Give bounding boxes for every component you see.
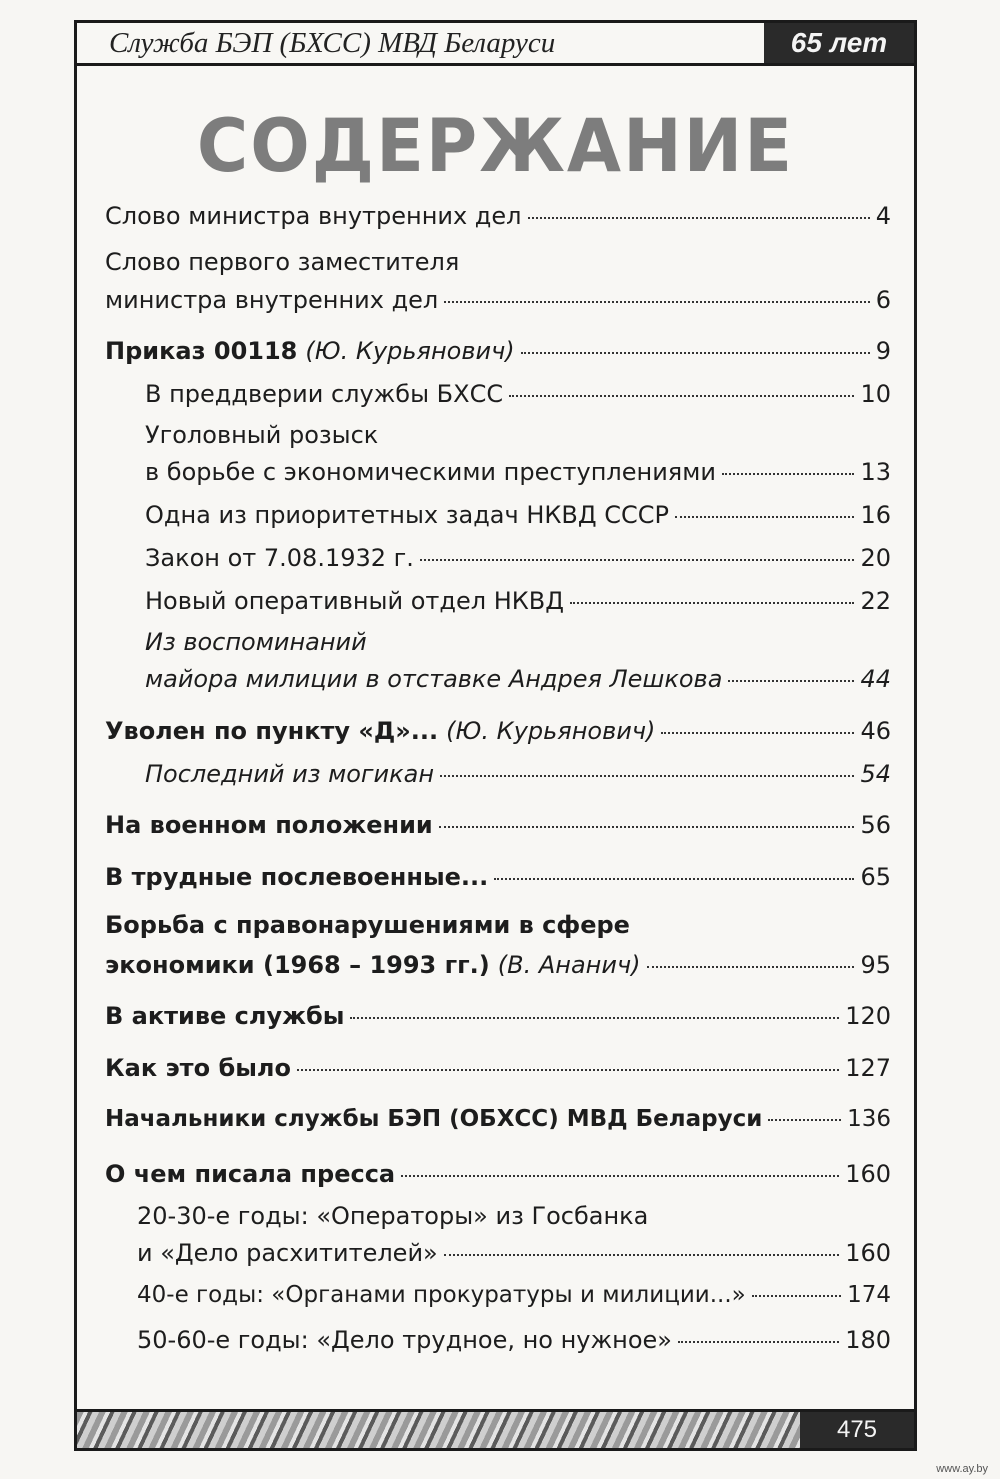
toc-entry-title: 50-60-е годы: «Дело трудное, но нужное» (137, 1326, 672, 1354)
toc-subentry (145, 544, 891, 572)
toc-entry-title-line: Уголовный розыск (145, 421, 379, 449)
toc-subentry (137, 1239, 891, 1267)
toc-entry-title: и «Дело расхитителей» (137, 1239, 438, 1267)
dot-leader (752, 1295, 841, 1297)
toc-page-number: 65 (860, 863, 891, 891)
page-footer (77, 1409, 914, 1448)
toc-page-number: 56 (860, 811, 891, 839)
toc-page-number: 95 (860, 951, 891, 979)
toc-subentry (137, 1282, 891, 1308)
toc-page-number: 6 (875, 286, 891, 314)
toc-page-number: 20 (860, 544, 891, 572)
folio-page-number: 475 (800, 1412, 914, 1448)
toc-entry-title: министра внутренних дел (105, 286, 439, 314)
page-frame (74, 20, 917, 1451)
dot-leader (661, 732, 854, 734)
dot-leader (675, 516, 854, 518)
toc-entry (105, 1002, 891, 1030)
page-title: СОДЕРЖАНИЕ (196, 102, 795, 190)
dot-leader (678, 1341, 839, 1343)
toc-entry-author: (Ю. Курьянович) (305, 337, 515, 365)
toc-subentry (145, 760, 891, 788)
toc-subentry (145, 380, 891, 408)
toc-page-number: 22 (860, 587, 891, 615)
toc-subentry (137, 1326, 891, 1354)
toc-subentry (145, 665, 891, 693)
toc-entry (105, 1054, 891, 1082)
toc-entry (105, 1106, 891, 1132)
toc-entry-title: 40-е годы: «Органами прокуратуры и милиции...» (137, 1282, 746, 1308)
toc-page-number: 136 (847, 1106, 891, 1132)
toc-page-number: 54 (860, 760, 891, 788)
toc-page-number: 160 (845, 1239, 891, 1267)
toc-entry-title: Начальники службы БЭП (ОБХСС) МВД Беларуси (105, 1106, 763, 1132)
toc-page-number: 160 (845, 1160, 891, 1188)
toc-entry-title: О чем писала пресса (105, 1160, 396, 1188)
toc-entry-title: Приказ 00118 (105, 337, 298, 365)
dot-leader (420, 559, 855, 561)
toc-page-number: 4 (875, 202, 891, 230)
decorative-ornament (77, 1412, 803, 1448)
toc-entry-title: Новый оперативный отдел НКВД (145, 587, 565, 615)
toc-entry (105, 951, 891, 979)
toc-page-number: 120 (845, 1002, 891, 1030)
dot-leader (439, 826, 855, 828)
toc-page-number: 10 (860, 380, 891, 408)
dot-leader (647, 966, 855, 968)
toc-page-number: 16 (860, 501, 891, 529)
toc-entry-title: майора милиции в отставке Андрея Лешкова (145, 665, 723, 693)
toc-entry-title: Закон от 7.08.1932 г. (145, 544, 414, 572)
toc-entry-title: В преддверии службы БХСС (145, 380, 504, 408)
toc-entry-title: Уволен по пункту «Д»... (105, 717, 439, 745)
toc-entry-title: На военном положении (105, 811, 433, 839)
toc-entry (105, 863, 891, 891)
toc-entry-title: В активе службы (105, 1002, 345, 1030)
dot-leader (509, 395, 854, 397)
toc-entry-title-line: Борьба с правонарушениями в сфере (105, 911, 630, 939)
toc-entry-title: в борьбе с экономическими преступлениями (145, 458, 716, 486)
dot-leader (440, 775, 854, 777)
toc-subentry (145, 458, 891, 486)
dot-leader (350, 1017, 839, 1019)
toc-entry (105, 1160, 891, 1188)
toc-entry (105, 337, 891, 365)
dot-leader (401, 1175, 839, 1177)
toc-entry-title-line: Из воспоминаний (145, 628, 367, 656)
toc-entry (105, 202, 891, 230)
toc-entry-author: (В. Ананич) (497, 951, 641, 979)
toc-page-number: 174 (847, 1282, 891, 1308)
dot-leader (528, 217, 870, 219)
toc-entry-title-line: 20-30-е годы: «Операторы» из Госбанка (137, 1202, 649, 1230)
toc-entry (105, 811, 891, 839)
anniversary-badge: 65 лет (764, 23, 914, 63)
toc-page-number: 44 (860, 665, 891, 693)
dot-leader (728, 680, 854, 682)
dot-leader (494, 878, 854, 880)
toc-page-number: 180 (845, 1326, 891, 1354)
toc-entry-title: Слово министра внутренних дел (105, 202, 522, 230)
toc-entry-author: (Ю. Курьянович) (446, 717, 656, 745)
dot-leader (768, 1119, 841, 1121)
dot-leader (722, 473, 855, 475)
toc-page-number: 127 (845, 1054, 891, 1082)
toc-entry-title: Как это было (105, 1054, 291, 1082)
dot-leader (297, 1069, 839, 1071)
toc-page-number: 13 (860, 458, 891, 486)
toc-entry-title: Одна из приоритетных задач НКВД СССР (145, 501, 669, 529)
toc-page-number: 9 (875, 337, 891, 365)
dot-leader (521, 352, 870, 354)
toc-entry (105, 286, 891, 314)
toc-entry-title-line: Слово первого заместителя (105, 248, 460, 276)
toc-subentry (145, 501, 891, 529)
toc-entry-title: экономики (1968 – 1993 гг.) (105, 951, 490, 979)
toc-entry (105, 717, 891, 745)
watermark: www.ay.by (936, 1463, 988, 1475)
toc-entry-title: Последний из могикан (145, 760, 435, 788)
dot-leader (444, 301, 869, 303)
toc-page-number: 46 (860, 717, 891, 745)
running-header-title: Служба БЭП (БХСС) МВД Беларуси (109, 27, 556, 59)
toc-subentry (145, 587, 891, 615)
toc-entry-title: В трудные послевоенные... (105, 863, 489, 891)
dot-leader (444, 1254, 839, 1256)
dot-leader (570, 602, 854, 604)
running-header (77, 23, 914, 66)
